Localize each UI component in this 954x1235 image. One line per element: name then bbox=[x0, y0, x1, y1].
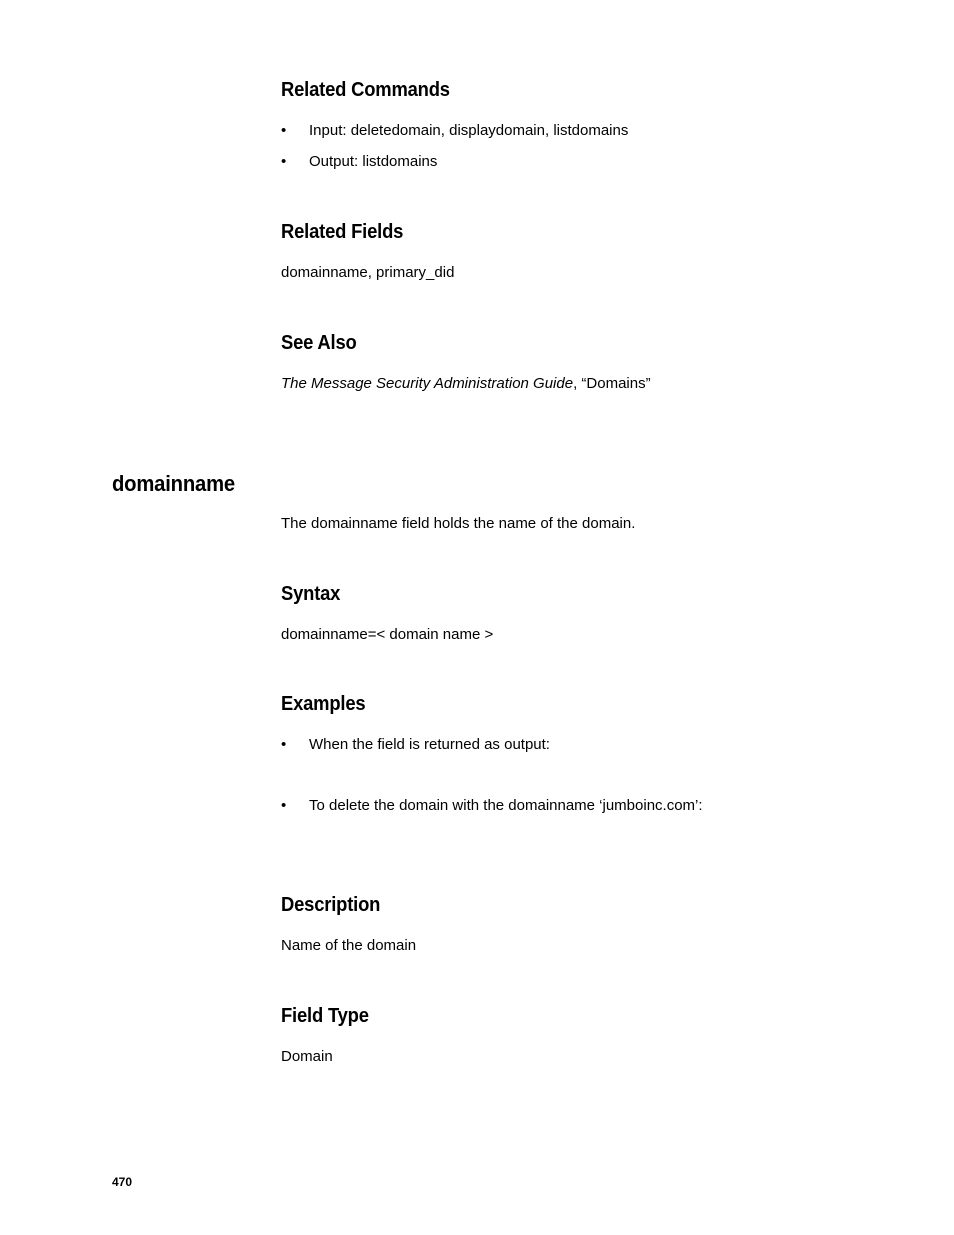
field-type-heading: Field Type bbox=[281, 1005, 369, 1027]
related-commands-heading: Related Commands bbox=[281, 79, 450, 101]
see-also-reference bbox=[281, 375, 651, 392]
syntax-text: domainname=< domain name > bbox=[281, 626, 494, 643]
list-item-text: Output: listdomains bbox=[309, 153, 438, 170]
related-fields-text: domainname, primary_did bbox=[281, 264, 455, 281]
list-item-text: Input: deletedomain, displaydomain, listdomains bbox=[309, 122, 629, 139]
field-intro: The domainname field holds the name of the domain. bbox=[281, 515, 636, 532]
examples-heading: Examples bbox=[281, 693, 366, 715]
list-item-text: When the field is returned as output: bbox=[309, 736, 550, 753]
guide-title: The Message Security Administration Guide bbox=[281, 375, 574, 392]
description-text: Name of the domain bbox=[281, 937, 417, 954]
related-fields-heading: Related Fields bbox=[281, 221, 404, 243]
list-item-text: To delete the domain with the domainname ‘jumboinc.com’: bbox=[309, 797, 703, 814]
syntax-heading: Syntax bbox=[281, 583, 341, 605]
bullet-marker: • bbox=[281, 736, 287, 753]
field-type-text: Domain bbox=[281, 1048, 333, 1065]
see-also-heading: See Also bbox=[281, 332, 357, 354]
see-also-chapter: , “Domains” bbox=[573, 375, 651, 392]
bullet-marker: • bbox=[281, 153, 287, 170]
bullet-marker: • bbox=[281, 122, 287, 139]
bullet-marker: • bbox=[281, 797, 287, 814]
field-name-heading: domainname bbox=[112, 471, 236, 496]
page-number: 470 bbox=[112, 1175, 133, 1189]
description-heading: Description bbox=[281, 894, 381, 916]
